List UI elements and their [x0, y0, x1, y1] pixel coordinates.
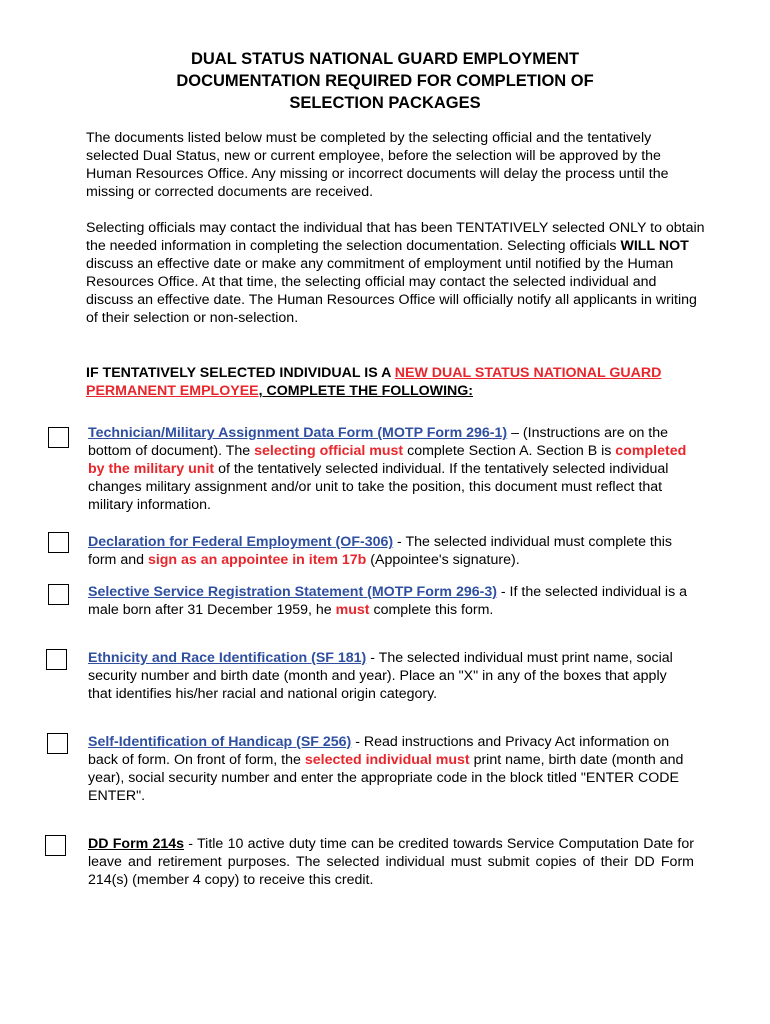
checkbox-motp-296-1[interactable] — [48, 427, 69, 448]
item-emphasis: must — [335, 602, 370, 618]
item-emphasis: sign as an appointee in item 17b — [147, 552, 367, 568]
item-text: - If the selected individual is a male born after 31 December 1959, he — [88, 584, 688, 618]
item-text: - Title 10 active duty time can be credited towards Service Computation Date for leave and retirement purposes. The selected individual must submit copies of their DD Form 214(s) (member 4 copy) to receive this credit. — [88, 836, 694, 888]
doc-item-sf-256 — [88, 733, 694, 805]
item-emphasis: selected individual must — [304, 752, 470, 768]
intro-paragraph-2 — [86, 219, 706, 327]
title-line-3: SELECTION PACKAGES — [289, 94, 481, 112]
section-heading — [86, 364, 706, 400]
item-text: print name, birth date (month and year), social security number and enter the appropriate code in the block titled "ENTER CODE ENTER". — [88, 752, 684, 804]
checkbox-dd-214[interactable] — [45, 835, 66, 856]
checkbox-sf-256[interactable] — [47, 733, 68, 754]
item-emphasis: selecting official must — [254, 443, 404, 459]
item-text: complete Section A. Section B is — [403, 443, 616, 459]
intro-paragraph-1: The documents listed below must be completed by the selecting official and the tentatively selected Dual Status, new or current employee, before the selection will be approved by the Human Resources Office. Any missing or incorrect documents will delay the process until the missing or corrected documents are received. — [86, 130, 669, 200]
doc-item-dd-214 — [88, 835, 694, 889]
section-heading-text-a: IF TENTATIVELY SELECTED INDIVIDUAL IS A — [86, 365, 395, 381]
item-text: - Read instructions and Privacy Act information on back of form. On front of form, the — [88, 734, 670, 768]
checkbox-sf-181[interactable] — [46, 649, 67, 670]
title-line-2: DOCUMENTATION REQUIRED FOR COMPLETION OF — [176, 72, 594, 90]
checkbox-of-306[interactable] — [48, 532, 69, 553]
item-text: – (Instructions are on the bottom of document). The — [88, 425, 669, 459]
doc-item-of-306 — [88, 533, 694, 569]
link-sf-256[interactable]: Self-Identification of Handicap (SF 256) — [88, 734, 352, 750]
checkbox-motp-296-3[interactable] — [48, 584, 69, 605]
intro-p2-text-a: Selecting officials may contact the individual that has been TENTATIVELY selected ONLY to obtain the needed information in completing the selection documentation. Selecting officials — [86, 220, 705, 254]
section-heading-highlight: NEW DUAL STATUS NATIONAL GUARD PERMANENT EMPLOYEE — [86, 365, 662, 399]
doc-item-sf-181 — [88, 649, 694, 703]
intro-p2-text-b: discuss an effective date or make any commitment of employment until notified by the Human Resources Office. At that time, the selecting official may contact the selected individual and discuss an effective date. The Human Resources Office will officially notify all applicants in writing of their selection or non-selection. — [86, 256, 697, 326]
intro-p2-emphasis: WILL NOT — [620, 238, 689, 254]
link-motp-296-3[interactable]: Selective Service Registration Statement (MOTP Form 296-3) — [88, 584, 497, 600]
item-text: complete this form. — [369, 602, 494, 618]
item-text: - The selected individual must print name, social security number and birth date (month and year). Place an "X" in any of the boxes that apply that identifies his/her racial and national origin category. — [88, 650, 673, 702]
link-motp-296-1[interactable]: Technician/Military Assignment Data Form (MOTP Form 296-1) — [88, 425, 508, 441]
title-line-1: DUAL STATUS NATIONAL GUARD EMPLOYMENT — [190, 50, 580, 68]
item-text: - The selected individual must complete this form and — [88, 534, 673, 568]
link-of-306[interactable]: Declaration for Federal Employment (OF-306) — [88, 534, 394, 550]
section-heading-text-b: , COMPLETE THE FOLLOWING: — [258, 383, 474, 399]
document-title — [0, 48, 770, 114]
item-text: (Appointee's signature). — [366, 552, 520, 568]
doc-item-motp-296-1 — [88, 424, 694, 514]
item-emphasis: completed by the military unit — [88, 443, 687, 477]
label-dd-214: DD Form 214s — [88, 836, 185, 852]
doc-item-motp-296-3 — [88, 583, 694, 619]
item-text: of the tentatively selected individual. If the tentatively selected individual changes military assignment and/or unit to take the position, this document must reflect that military information. — [88, 461, 669, 513]
link-sf-181[interactable]: Ethnicity and Race Identification (SF 181) — [88, 650, 367, 666]
